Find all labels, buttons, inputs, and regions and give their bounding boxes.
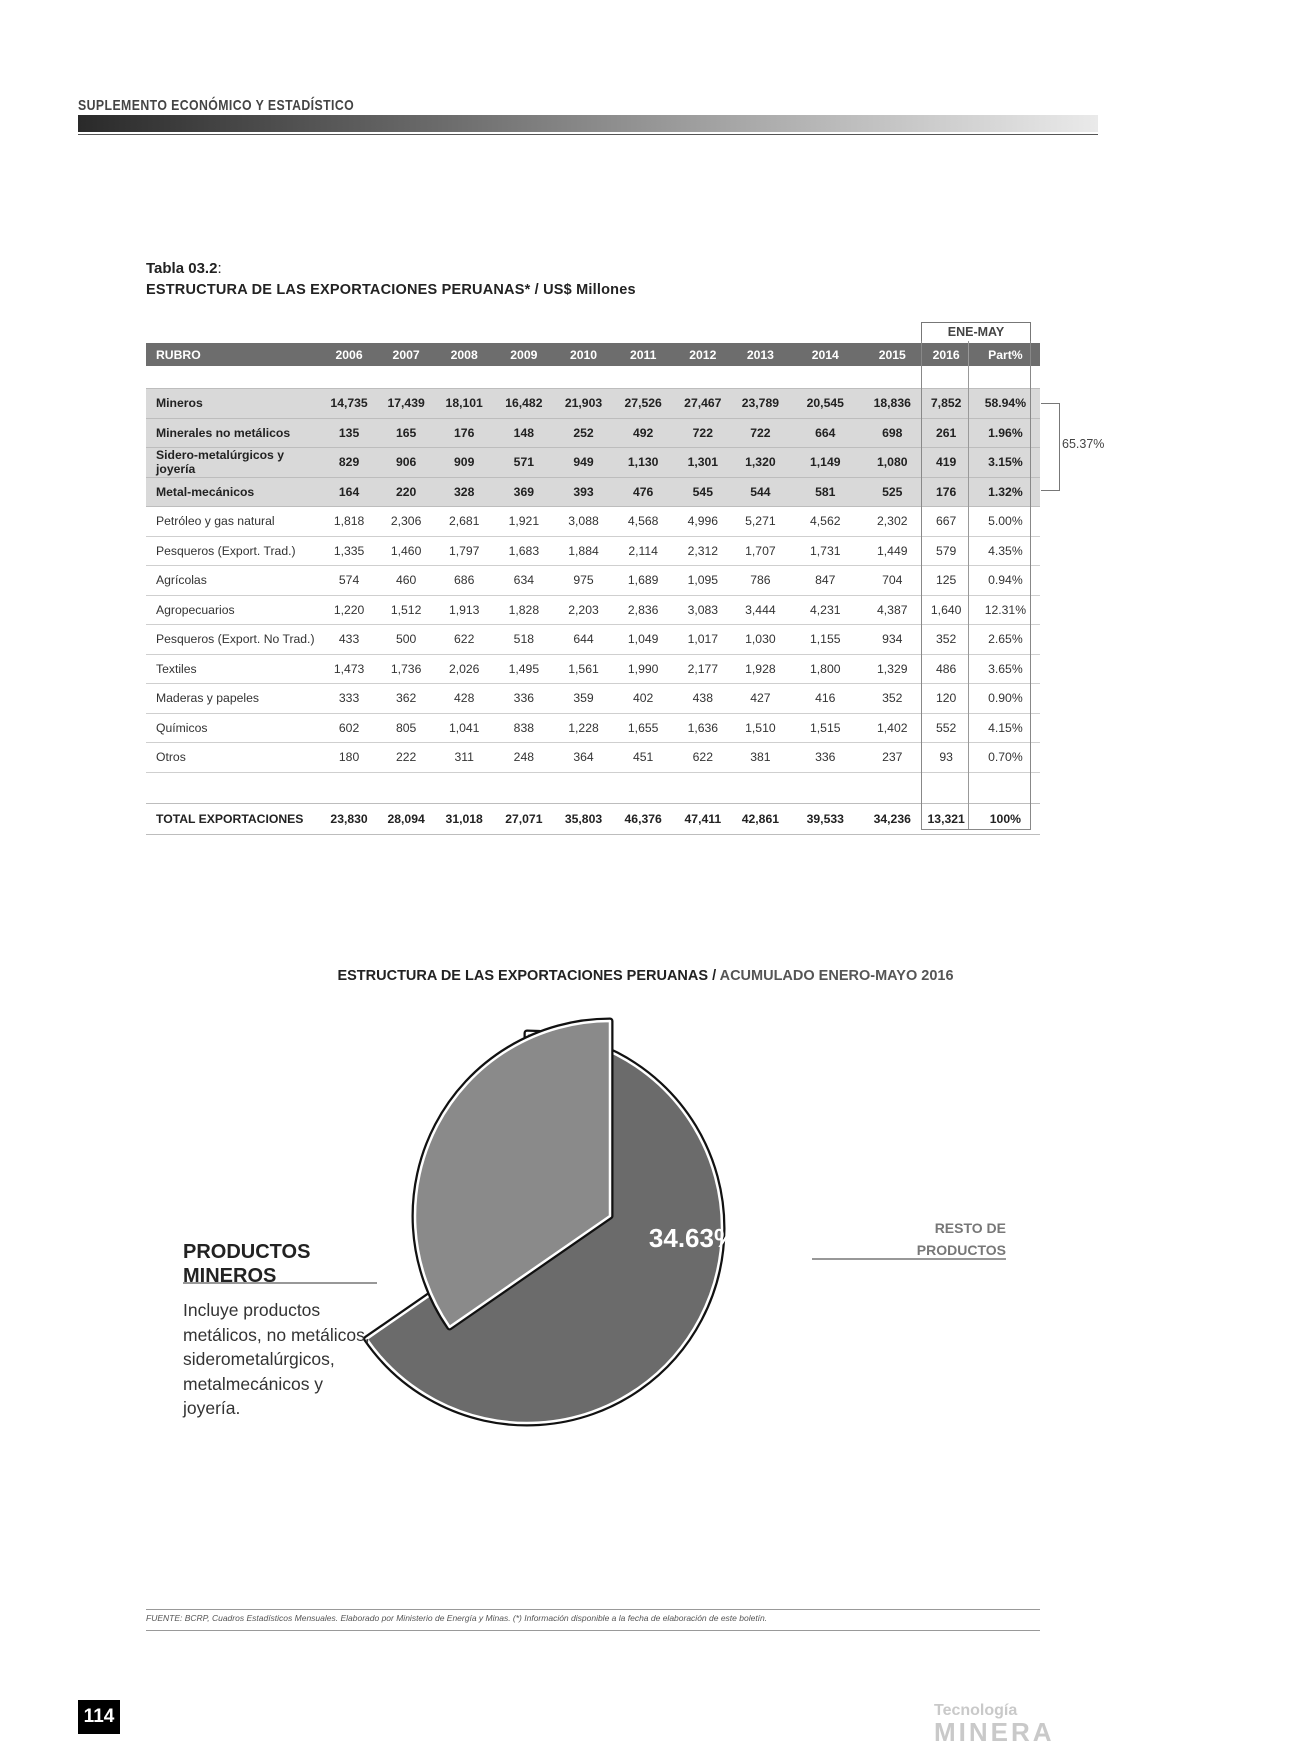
table-cell: 1,512 (378, 595, 433, 625)
table-cell: 1,797 (434, 536, 495, 566)
table-cell: 362 (378, 684, 433, 714)
table-cell: 369 (495, 477, 554, 507)
publication-logo (934, 1703, 1055, 1745)
table-cell: 180 (320, 743, 379, 773)
table-cell: 1,301 (672, 448, 733, 478)
table-cell: 7,852 (922, 389, 971, 419)
table-cell: 1,928 (733, 654, 787, 684)
table-cell: 16,482 (495, 389, 554, 419)
table-cell: 4,387 (863, 595, 922, 625)
table-cell: 1,913 (434, 595, 495, 625)
table-cell: 2,203 (553, 595, 614, 625)
table-cell: 17,439 (378, 389, 433, 419)
table-cell: 359 (553, 684, 614, 714)
table-cell: 5,271 (733, 507, 787, 537)
table-cell: 451 (614, 743, 673, 773)
table-header-cell: 2006 (320, 343, 379, 366)
table-cell: 0.94% (971, 566, 1040, 596)
table-cell: 248 (495, 743, 554, 773)
table-cell: 1,449 (863, 536, 922, 566)
table-cell: 427 (733, 684, 787, 714)
table-header-cell: 2016 (922, 343, 971, 366)
table-cell: 544 (733, 477, 787, 507)
table-cell: 664 (788, 418, 863, 448)
table-cell: 704 (863, 566, 922, 596)
table-cell: 1.96% (971, 418, 1040, 448)
table-cell: 949 (553, 448, 614, 478)
table-cell: 602 (320, 713, 379, 743)
table-cell: 3,088 (553, 507, 614, 537)
table-header-cell: 2011 (614, 343, 673, 366)
table-cell: 1,149 (788, 448, 863, 478)
table-cell: 1,495 (495, 654, 554, 684)
table-cell: 2,836 (614, 595, 673, 625)
table-cell: 634 (495, 566, 554, 596)
table-cell: 2,312 (672, 536, 733, 566)
table-cell: 1,080 (863, 448, 922, 478)
table-cell: 552 (922, 713, 971, 743)
table-cell: 433 (320, 625, 379, 655)
table-cell: 165 (378, 418, 433, 448)
row-label: Químicos (146, 713, 320, 743)
table-cell: 1,030 (733, 625, 787, 655)
table-cell: 525 (863, 477, 922, 507)
table-cell: 1,329 (863, 654, 922, 684)
table-cell: 0.70% (971, 743, 1040, 773)
table-cell: 39,533 (788, 803, 863, 834)
table-cell: 492 (614, 418, 673, 448)
table-cell: 3.15% (971, 448, 1040, 478)
table-cell: 2,114 (614, 536, 673, 566)
table-cell: 574 (320, 566, 379, 596)
table-cell: 42,861 (733, 803, 787, 834)
table-cell: 2.65% (971, 625, 1040, 655)
chart-title-separator: / (708, 968, 720, 984)
table-cell: 1,640 (922, 595, 971, 625)
table-cell: 838 (495, 713, 554, 743)
header-title: SUPLEMENTO ECONÓMICO Y ESTADÍSTICO (78, 97, 355, 114)
table-cell: 545 (672, 477, 733, 507)
table-cell: 1,561 (553, 654, 614, 684)
table-cell: 261 (922, 418, 971, 448)
table-cell: 2,302 (863, 507, 922, 537)
row-label: Minerales no metálicos (146, 418, 320, 448)
row-label: Agropecuarios (146, 595, 320, 625)
table-cell: 1,736 (378, 654, 433, 684)
table-header-cell: 2009 (495, 343, 554, 366)
table-subtitle: ESTRUCTURA DE LAS EXPORTACIONES PERUANAS* / US$ Millones (146, 282, 636, 298)
table-cell: 176 (922, 477, 971, 507)
table-cell: 14,735 (320, 389, 379, 419)
table-cell: 4.35% (971, 536, 1040, 566)
table-cell: 23,830 (320, 803, 379, 834)
table-cell: 1,228 (553, 713, 614, 743)
table-cell: 18,101 (434, 389, 495, 419)
table-cell: 847 (788, 566, 863, 596)
table-cell: 164 (320, 477, 379, 507)
table-cell: 1,335 (320, 536, 379, 566)
table-cell: 2,177 (672, 654, 733, 684)
table-cell: 176 (434, 418, 495, 448)
table-cell: 805 (378, 713, 433, 743)
pie-slice-value-label: 34.63% (648, 1223, 738, 1253)
table-cell: 402 (614, 684, 673, 714)
row-label: Otros (146, 743, 320, 773)
chart-title-main: ESTRUCTURA DE LAS EXPORTACIONES PERUANAS (337, 968, 709, 984)
table-cell: 100% (971, 803, 1040, 834)
table-cell: 571 (495, 448, 554, 478)
table-cell: 333 (320, 684, 379, 714)
table-cell: 1,818 (320, 507, 379, 537)
source-note: FUENTE: BCRP, Cuadros Estadísticos Mensuales. Elaborado por Ministerio de Energía y Minas. (*) Información disponible a la fecha de elaboración de este boletín. (146, 1613, 768, 1623)
page-number: 114 (78, 1700, 120, 1734)
resto-productos-label: RESTO DE PRODUCTOS (916, 1220, 1006, 1258)
table-cell: 2,306 (378, 507, 433, 537)
table-cell: 476 (614, 477, 673, 507)
table-cell: 120 (922, 684, 971, 714)
table-cell: 1,655 (614, 713, 673, 743)
table-cell: 934 (863, 625, 922, 655)
table-cell: 1,095 (672, 566, 733, 596)
table-cell: 125 (922, 566, 971, 596)
table-cell: 364 (553, 743, 614, 773)
table-cell: 1,220 (320, 595, 379, 625)
table-cell: 12.31% (971, 595, 1040, 625)
table-cell: 23,789 (733, 389, 787, 419)
table-cell: 328 (434, 477, 495, 507)
table-cell: 28,094 (378, 803, 433, 834)
logo-top-text: Tecnología (934, 1702, 1018, 1719)
table-cell: 3,083 (672, 595, 733, 625)
table-cell: 909 (434, 448, 495, 478)
table-cell: 722 (733, 418, 787, 448)
row-label: Textiles (146, 654, 320, 684)
table-cell: 4,562 (788, 507, 863, 537)
table-cell: 27,526 (614, 389, 673, 419)
source-rule-bottom (146, 1630, 1040, 1631)
row-label: Pesqueros (Export. Trad.) (146, 536, 320, 566)
table-cell: 581 (788, 477, 863, 507)
table-header-cell: 2008 (434, 343, 495, 366)
table-cell: 416 (788, 684, 863, 714)
table-cell: 13,321 (922, 803, 971, 834)
table-cell: 1,155 (788, 625, 863, 655)
table-header-cell: 2013 (733, 343, 787, 366)
table-cell: 237 (863, 743, 922, 773)
table-cell: 311 (434, 743, 495, 773)
table-cell: 1,884 (553, 536, 614, 566)
table-cell: 1,828 (495, 595, 554, 625)
table-cell: 1,017 (672, 625, 733, 655)
table-cell: 20,545 (788, 389, 863, 419)
table-cell: 1,320 (733, 448, 787, 478)
table-cell: 252 (553, 418, 614, 448)
logo-bottom-text: MINERA (934, 1717, 1055, 1747)
table-cell: 698 (863, 418, 922, 448)
table-cell: 1,402 (863, 713, 922, 743)
table-cell: 21,903 (553, 389, 614, 419)
table-cell: 18,836 (863, 389, 922, 419)
table-cell: 93 (922, 743, 971, 773)
table-cell: 1,636 (672, 713, 733, 743)
table-cell: 1,707 (733, 536, 787, 566)
chart-title-accent: ACUMULADO ENERO-MAYO 2016 (719, 968, 954, 984)
table-cell: 4,231 (788, 595, 863, 625)
table-cell: 428 (434, 684, 495, 714)
table-cell: 686 (434, 566, 495, 596)
table-cell: 3.65% (971, 654, 1040, 684)
table-cell: 148 (495, 418, 554, 448)
table-cell: 27,467 (672, 389, 733, 419)
productos-mineros-description: Incluye productos metálicos, no metálicos, siderometalúrgicos, metalmecánicos y joyería. (183, 1300, 370, 1418)
table-cell: 518 (495, 625, 554, 655)
table-header-cell: 2007 (378, 343, 433, 366)
table-cell: 34,236 (863, 803, 922, 834)
row-label: Petróleo y gas natural (146, 507, 320, 537)
table-cell: 1,990 (614, 654, 673, 684)
table-cell: 1,049 (614, 625, 673, 655)
table-header-cell: 2014 (788, 343, 863, 366)
table-cell: 829 (320, 448, 379, 478)
table-cell: 46,376 (614, 803, 673, 834)
table-cell: 1,515 (788, 713, 863, 743)
table-cell: 2,681 (434, 507, 495, 537)
table-cell: 906 (378, 448, 433, 478)
table-cell: 1,921 (495, 507, 554, 537)
row-label: Mineros (146, 389, 320, 419)
table-cell: 336 (788, 743, 863, 773)
row-label: Metal-mecánicos (146, 477, 320, 507)
table-cell: 4,568 (614, 507, 673, 537)
table-cell: 1,731 (788, 536, 863, 566)
table-caption-prefix: Tabla 03.2 (146, 260, 218, 277)
table-cell: 1,041 (434, 713, 495, 743)
row-label: Sidero-metalúrgicos y joyería (146, 448, 320, 478)
table-cell: 5.00% (971, 507, 1040, 537)
row-label: Agrícolas (146, 566, 320, 596)
table-header-cell: 2012 (672, 343, 733, 366)
table-cell: 460 (378, 566, 433, 596)
table-cell: 222 (378, 743, 433, 773)
row-label: TOTAL EXPORTACIONES (146, 803, 320, 834)
table-cell: 722 (672, 418, 733, 448)
table-cell: 2,026 (434, 654, 495, 684)
table-cell: 667 (922, 507, 971, 537)
table-cell: 1,689 (614, 566, 673, 596)
source-rule-top (146, 1609, 1040, 1610)
table-cell: 35,803 (553, 803, 614, 834)
productos-mineros-title: PRODUCTOS MINEROS (183, 1241, 311, 1287)
table-header-cell: 2015 (863, 343, 922, 366)
table-cell: 220 (378, 477, 433, 507)
table-cell: 438 (672, 684, 733, 714)
table-cell: 975 (553, 566, 614, 596)
table-header-cell: Part% (971, 343, 1040, 366)
table-cell: 352 (922, 625, 971, 655)
table-header-cell: 2010 (553, 343, 614, 366)
mining-share-label: 65.37% (1062, 437, 1105, 451)
table-cell: 47,411 (672, 803, 733, 834)
table-cell: 135 (320, 418, 379, 448)
table-cell: 1,800 (788, 654, 863, 684)
table-cell: 31,018 (434, 803, 495, 834)
table-header-cell: RUBRO (146, 343, 320, 366)
table-cell: 1,460 (378, 536, 433, 566)
table-cell: 622 (434, 625, 495, 655)
table-caption-suffix: : (217, 260, 222, 277)
table-cell: 1,473 (320, 654, 379, 684)
row-label: Maderas y papeles (146, 684, 320, 714)
table-cell: 4,996 (672, 507, 733, 537)
table-cell: 336 (495, 684, 554, 714)
period-label: ENE-MAY (921, 322, 1031, 341)
table-cell: 4.15% (971, 713, 1040, 743)
row-label: Pesqueros (Export. No Trad.) (146, 625, 320, 655)
table-cell: 1,510 (733, 713, 787, 743)
table-cell: 786 (733, 566, 787, 596)
table-cell: 0.90% (971, 684, 1040, 714)
table-cell: 644 (553, 625, 614, 655)
table-cell: 381 (733, 743, 787, 773)
table-cell: 1,130 (614, 448, 673, 478)
table-cell: 1,683 (495, 536, 554, 566)
table-cell: 393 (553, 477, 614, 507)
table-cell: 352 (863, 684, 922, 714)
table-cell: 1.32% (971, 477, 1040, 507)
table-cell: 58.94% (971, 389, 1040, 419)
table-cell: 579 (922, 536, 971, 566)
table-cell: 3,444 (733, 595, 787, 625)
table-cell: 500 (378, 625, 433, 655)
table-cell: 486 (922, 654, 971, 684)
table-cell: 622 (672, 743, 733, 773)
table-cell: 27,071 (495, 803, 554, 834)
table-cell: 419 (922, 448, 971, 478)
